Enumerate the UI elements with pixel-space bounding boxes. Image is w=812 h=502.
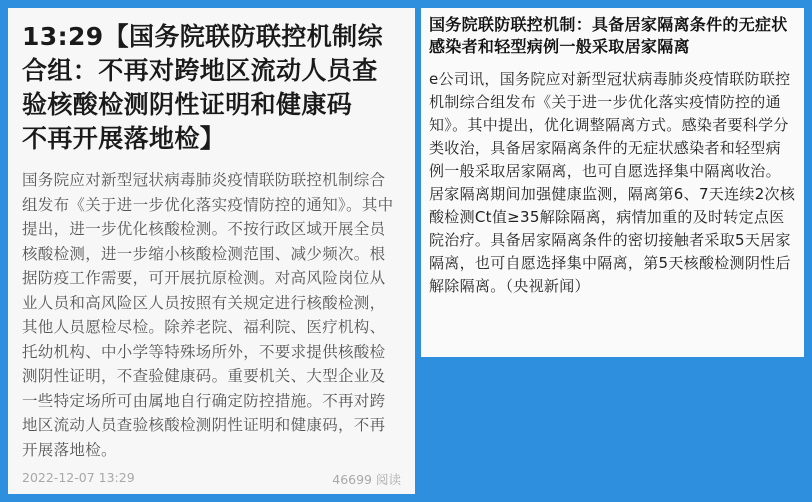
news-body: 国务院应对新型冠状病毒肺炎疫情联防联控机制综合组发布《关于进一步优化落实疫情防控的通知》。其中提出，进一步优化核酸检测。不按行政区域开展全员核酸检测，进一步缩小核酸检测范围、减少频次。根据防疫工作需要，可开展抗原检测。对高风险岗位从业人员和高风险区人员按照有关规定进行核酸检测，其他人员愿检尽检。除养老院、福利院、医疗机构、托幼机构、中小学等特殊场所外，不要求提供核酸检测阴性证明，不查验健康码。重要机关、大型企业及一些特定场所可由属地自行确定防控措施。不再对跨地区流动人员查验核酸检测阴性证明和健康码，不再开展落地检。 — [22, 171, 394, 459]
read-count: 46699 阅读 — [332, 472, 401, 487]
news-card-right — [421, 8, 804, 357]
news-body: e公司讯，国务院应对新型冠状病毒肺炎疫情联防联控机制综合组发布《关于进一步优化落实疫情防控的通知》。其中提出，优化调整隔离方式。感染者要科学分类收治，具备居家隔离条件的无症状感染者和轻型病例一般采取居家隔离，也可自愿选择集中隔离收治。居家隔离期间加强健康监测，隔离第6、7天连续2次核酸检测Ct值≥35解除隔离，病情加重的及时转定点医院治疗。具备居家隔离条件的密切接触者采取5天居家隔离，也可自愿选择集中隔离，第5天核酸检测阴性后解除隔离。（央视新闻） — [429, 70, 796, 295]
news-footer — [22, 470, 401, 488]
news-headline: 13:29【国务院联防联控机制综合组：不再对跨地区流动人员查验核酸检测阴性证明和健康码 不再开展落地检】 — [22, 22, 383, 153]
news-headline: 国务院联防联控机制：具备居家隔离条件的无症状感染者和轻型病例一般采取居家隔离 — [429, 15, 788, 56]
news-timestamp: 2022-12-07 13:29 — [22, 470, 135, 485]
news-card-left — [8, 8, 415, 494]
